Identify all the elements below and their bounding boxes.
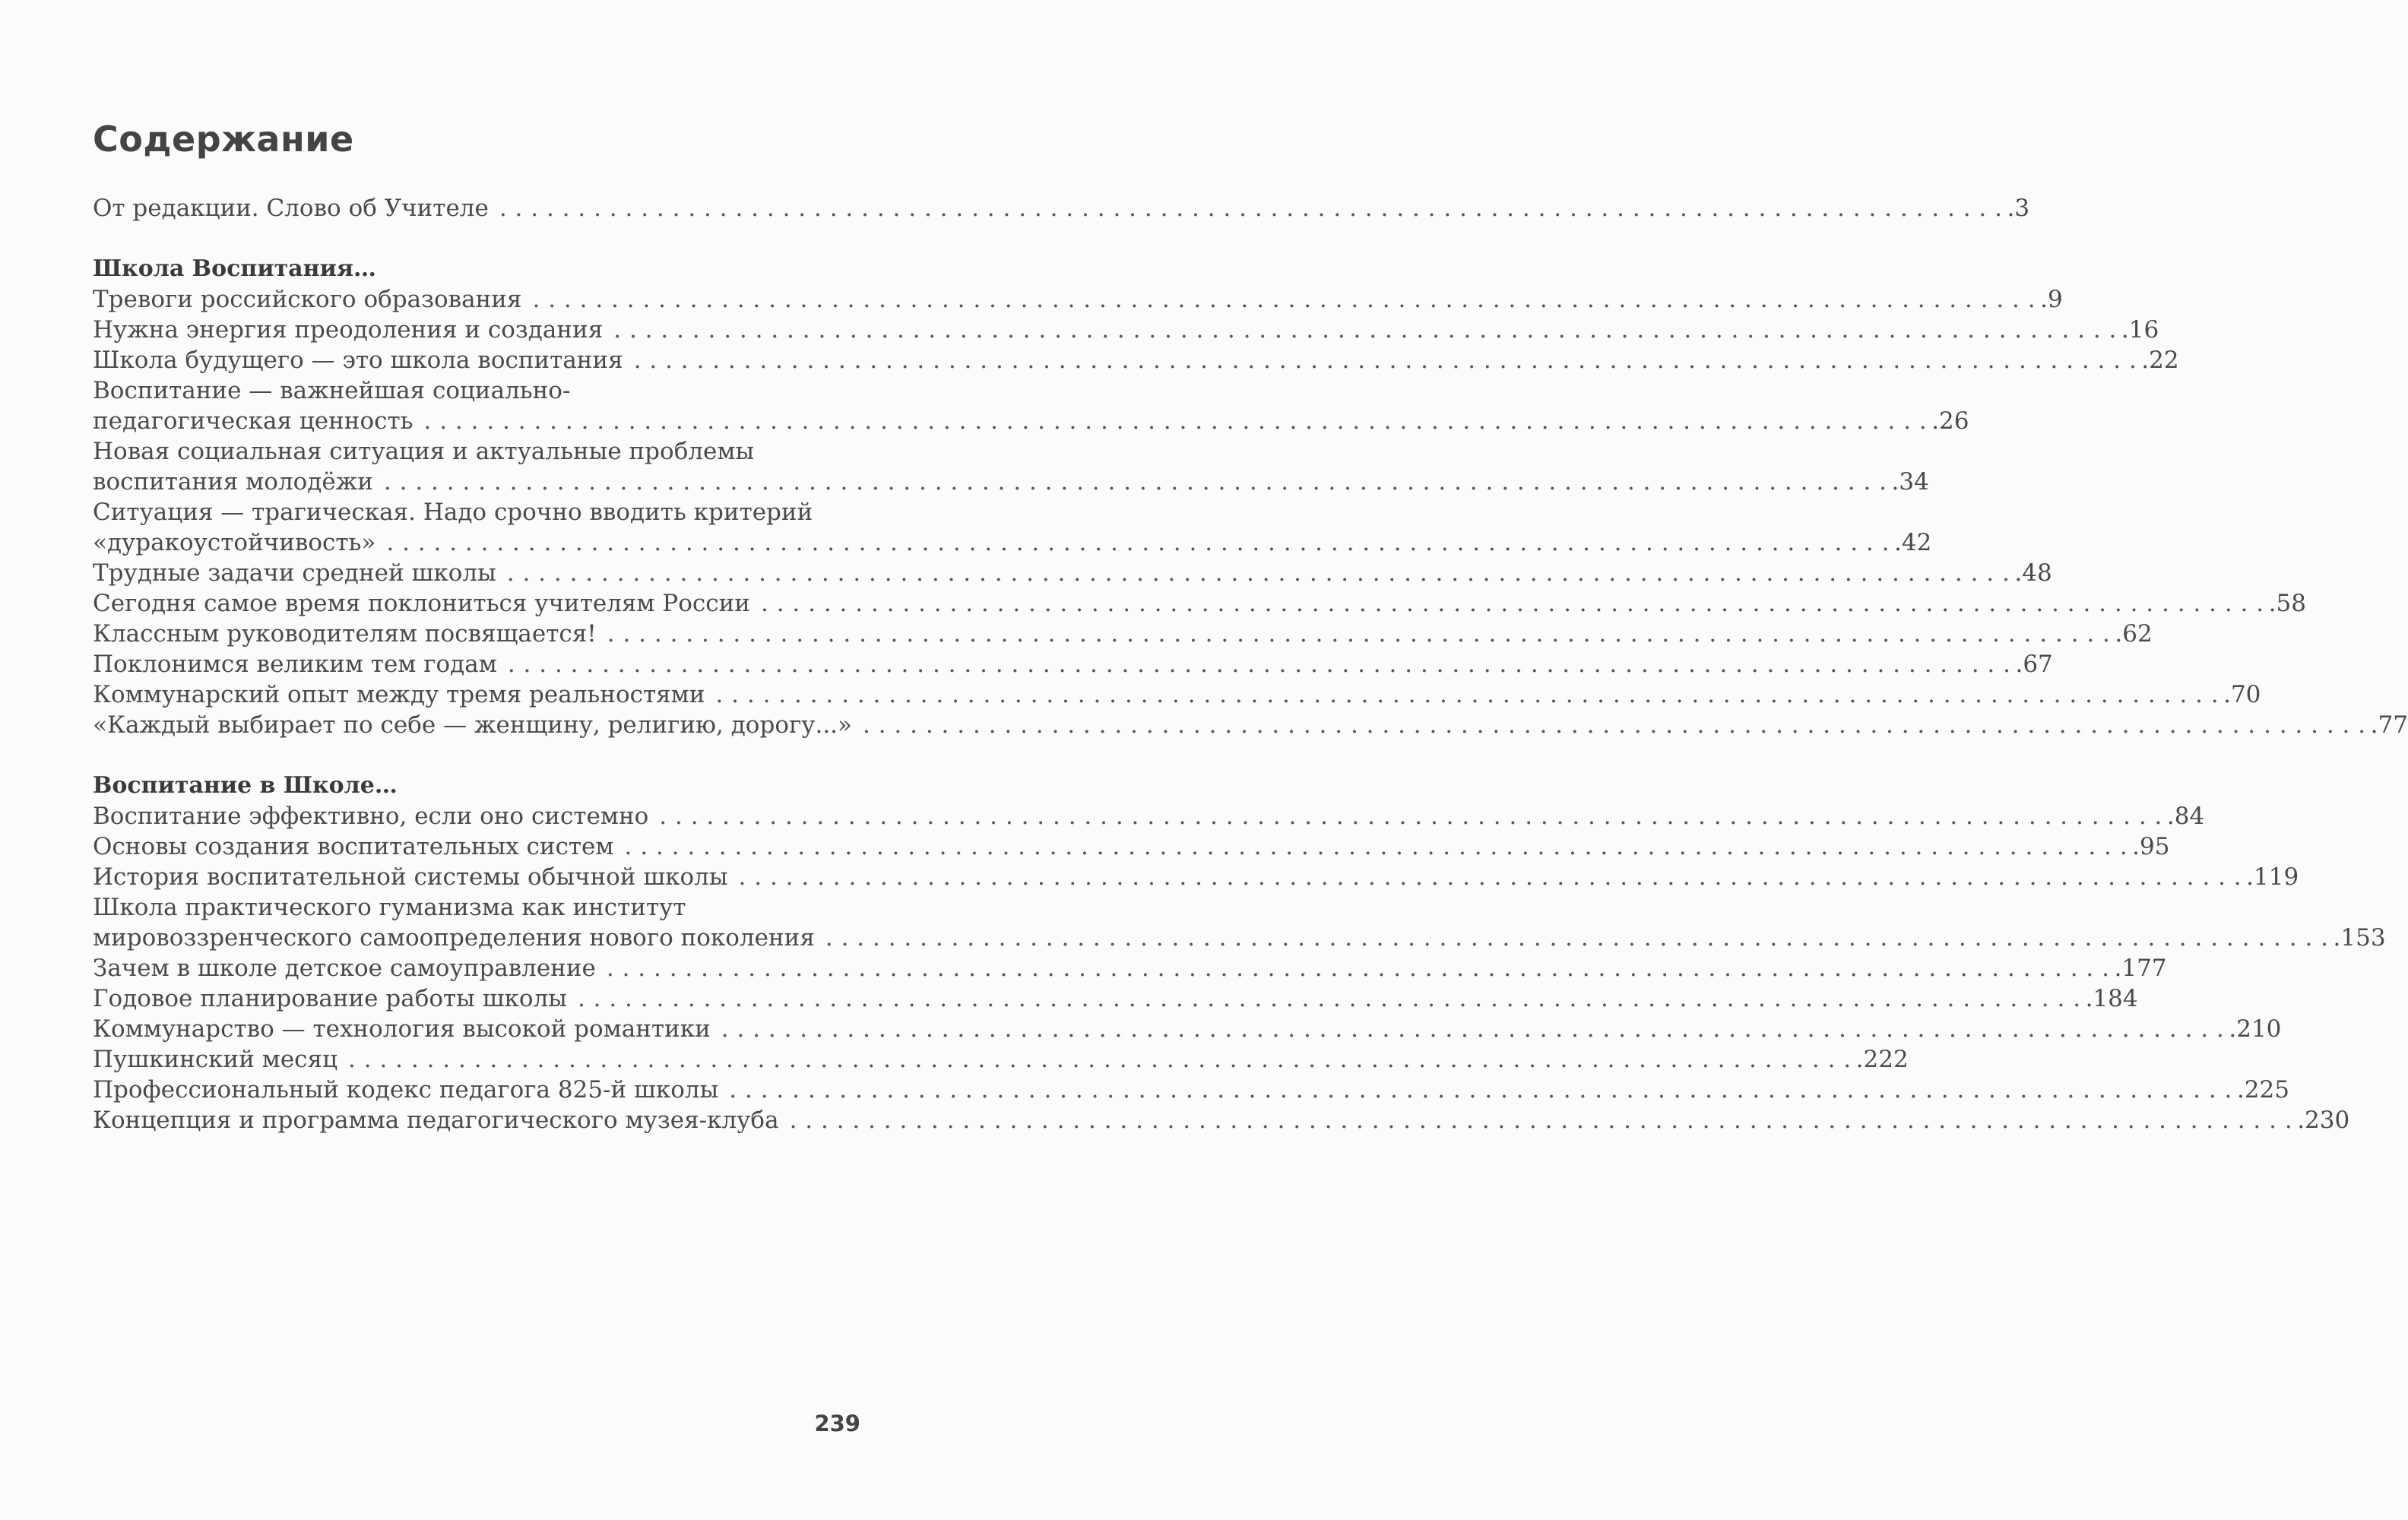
toc-entry-title: Пушкинский месяц [93,1046,338,1073]
toc-entry-title: Зачем в школе детское самоуправление [93,955,596,982]
toc-entry-page: . 62 [2115,619,2152,649]
toc-entry-page: . 153 [2334,923,2386,953]
dot-leader [384,467,1887,497]
toc-entry-title: Коммунарство — технология высокой романтики [93,1015,711,1043]
dot-leader [624,831,2128,862]
toc-entry [93,710,2408,740]
toc-entry [93,679,2261,710]
toc-entry-page: . 67 [2015,649,2052,679]
toc-entry-title-line1: Воспитание — важнейшая социально- [93,377,571,404]
toc-entry-page: . 58 [2269,588,2306,619]
toc-entry [93,527,1932,558]
dot-leader [739,862,2242,892]
toc-entry-title: «Каждый выбирает по себе — женщину, религию, дорогу...» [93,711,852,739]
toc-entry [93,193,2030,223]
toc-entry [93,588,2306,619]
toc-section [93,254,2408,740]
toc-entry-page: . 16 [2121,315,2159,345]
toc-entry-page: . 48 [2014,558,2052,588]
dot-leader [533,284,2036,315]
toc-entry-page: . 119 [2246,862,2299,892]
toc-entry-title: Воспитание эффективно, если оно системно [93,803,649,830]
toc-entry [93,284,2063,315]
dot-leader [761,588,2264,619]
toc-entry-title: «дуракоустойчивость» [93,529,376,556]
toc-entry-title: Классным руководителям посвящается! [93,620,597,648]
toc-entry-title: Коммунарский опыт между тремя реальностями [93,681,705,708]
toc-entry-title-line1: Ситуация — трагическая. Надо срочно вводить критерий [93,499,813,526]
dot-leader [508,649,2011,679]
toc-entry-title: От редакции. Слово об Учителе [93,195,489,222]
toc-entry-page: . 210 [2229,1014,2281,1044]
toc-entry-title: Тревоги российского образования [93,286,522,313]
toc-entry-title-line1: Школа практического гуманизма как институт [93,894,686,921]
toc-entry-title: Нужна энергия преодоления и создания [93,316,604,344]
dot-leader [499,193,2003,223]
toc-entry [93,315,2159,345]
toc-entry-title: Профессиональный кодекс педагога 825-й школы [93,1076,719,1104]
dot-leader [659,801,2162,831]
dot-leader [721,1014,2225,1044]
dot-leader [578,983,2081,1014]
toc-entry [93,345,2179,375]
toc-entry-title: История воспитательной системы обычной школы [93,863,728,891]
toc-entry [93,619,2153,649]
toc-entry-page: . 222 [1856,1044,1909,1075]
toc-entry-page: . 26 [1931,406,1969,436]
toc-entry-page: . 70 [2223,679,2261,710]
toc-entry-page: . 42 [1894,527,1931,558]
toc-intro [93,193,2030,223]
toc-entry [93,1105,2350,1135]
section-heading: Школа Воспитания… [93,255,376,282]
dot-leader [825,923,2329,953]
toc-entry-page: . 9 [2040,284,2063,315]
table-of-contents [93,193,2408,1166]
dot-leader [386,527,1890,558]
toc-entry [93,1014,2282,1044]
toc-entry [93,862,2299,892]
toc-entry-title: Концепция и программа педагогического музея-клуба [93,1107,779,1134]
toc-entry [93,953,2167,983]
toc-entry [93,649,2053,679]
toc-entry-page: . 84 [2167,801,2204,831]
toc-entry [93,406,1969,436]
toc-entry-page: . 95 [2132,831,2169,862]
toc-entry-page: . 177 [2114,953,2166,983]
section-heading: Воспитание в Школе… [93,772,398,799]
toc-entry-title: Сегодня самое время поклониться учителям России [93,590,750,617]
toc-entry-title: мировоззренческого самоопределения нового поколения [93,924,815,952]
dot-leader [607,619,2111,649]
dot-leader [348,1044,1852,1075]
toc-entry-page: . 3 [2007,193,2029,223]
dot-leader [607,953,2110,983]
toc-entry-title: Школа будущего — это школа воспитания [93,347,623,374]
page-title: Содержание [93,119,354,160]
dot-leader [634,345,2137,375]
dot-leader [715,679,2219,710]
toc-entry-page: . 22 [2141,345,2178,375]
toc-entry-title: педагогическая ценность [93,407,413,435]
toc-section [93,771,2386,1135]
dot-leader [863,710,2366,740]
toc-entry-title-line1: Новая социальная ситуация и актуальные проблемы [93,438,755,465]
toc-entry [93,801,2205,831]
toc-entry [93,831,2170,862]
toc-entry-page: . 230 [2297,1105,2349,1135]
dot-leader [507,558,2010,588]
dot-leader [424,406,1928,436]
toc-entry-page: . 77 [2371,710,2408,740]
toc-entry [93,983,2138,1014]
toc-entry-title: Годовое планирование работы школы [93,985,567,1012]
toc-entry [93,467,1929,497]
toc-entry-title: воспитания молодёжи [93,468,373,496]
toc-entry [93,923,2386,953]
page-number: 239 [814,1411,860,1436]
toc-entry [93,1044,1909,1075]
toc-entry [93,558,2052,588]
dot-leader [790,1105,2293,1135]
toc-entry-page: . 34 [1892,467,1929,497]
toc-entry [93,1075,2289,1105]
toc-entry-page: . 225 [2237,1075,2289,1105]
toc-entry-page: . 184 [2086,983,2138,1014]
dot-leader [613,315,2117,345]
toc-entry-title: Поклонимся великим тем годам [93,651,497,678]
dot-leader [729,1075,2232,1105]
toc-entry-title: Трудные задачи средней школы [93,559,496,587]
toc-entry-title: Основы создания воспитательных систем [93,833,614,860]
